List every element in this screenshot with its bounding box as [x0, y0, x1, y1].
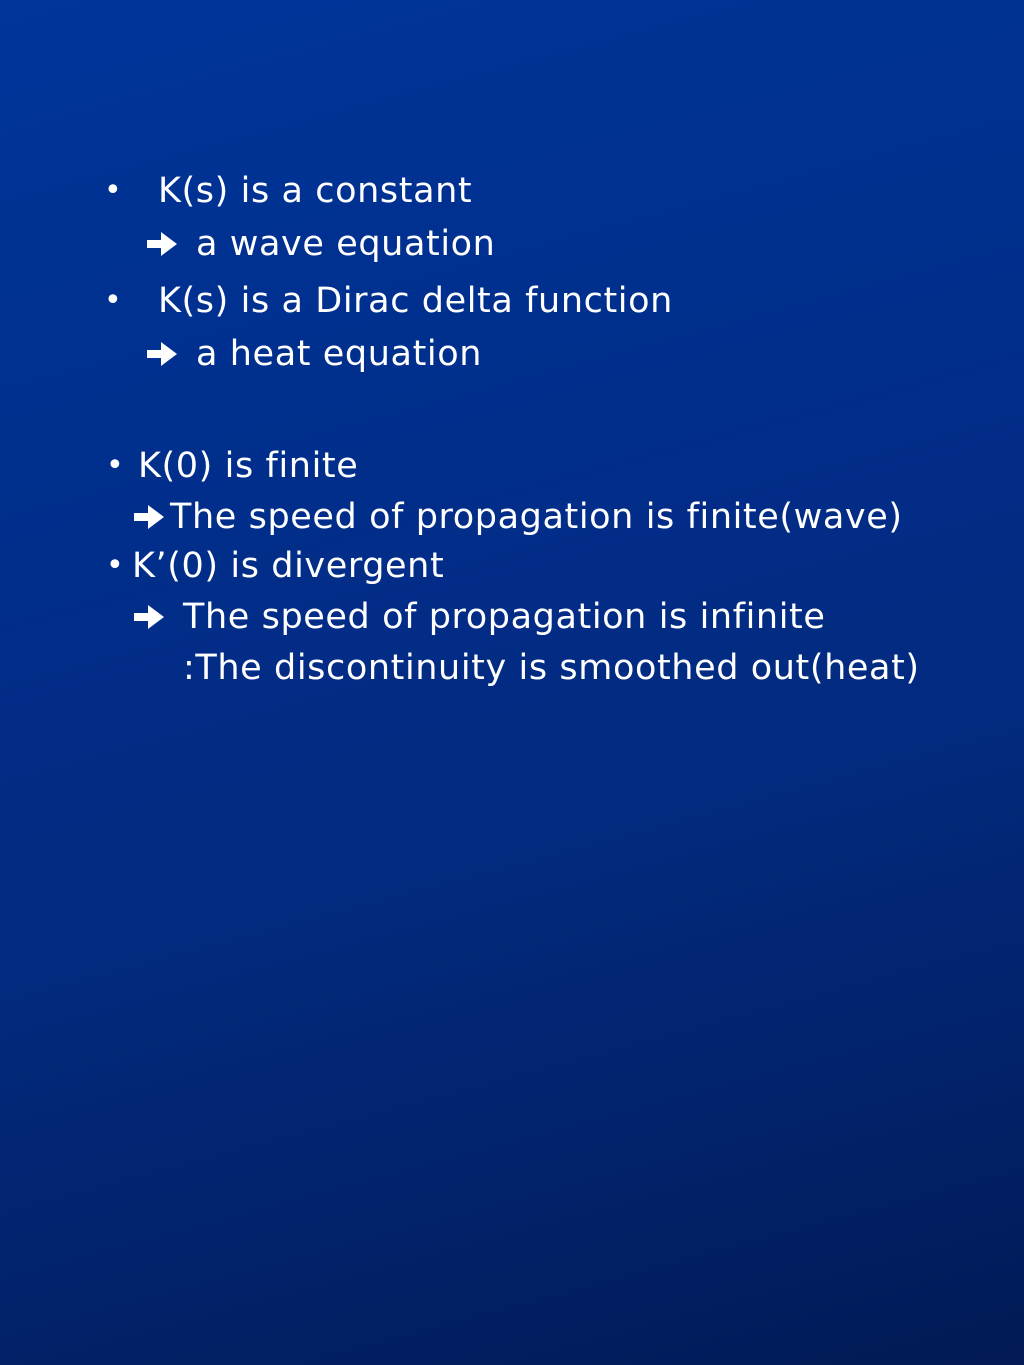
result-infinite-speed	[132, 596, 826, 638]
result-wave-equation	[145, 223, 495, 265]
result-finite-speed	[132, 496, 903, 538]
bullet-marker: •	[106, 448, 124, 483]
bullet-marker: •	[104, 283, 122, 318]
result-discontinuity-smoothed: :The discontinuity is smoothed out(heat)	[183, 648, 920, 688]
bullet-k-dirac-delta: K(s) is a Dirac delta function	[158, 281, 673, 321]
result-wave-equation-text: a wave equation	[196, 224, 496, 264]
right-arrow-icon	[145, 333, 181, 375]
right-arrow-icon	[132, 496, 168, 538]
result-finite-speed-text: The speed of propagation is finite(wave)	[170, 497, 903, 537]
bullet-kprime0-divergent: K’(0) is divergent	[132, 546, 445, 586]
bullet-k0-finite: K(0) is finite	[138, 446, 359, 486]
right-arrow-icon	[132, 596, 168, 638]
result-heat-equation	[145, 333, 482, 375]
right-arrow-icon	[145, 223, 181, 265]
result-infinite-speed-text: The speed of propagation is infinite	[183, 597, 826, 637]
result-heat-equation-text: a heat equation	[196, 334, 483, 374]
bullet-marker: •	[104, 173, 122, 208]
bullet-marker: •	[106, 548, 124, 583]
bullet-k-constant: K(s) is a constant	[158, 171, 473, 211]
